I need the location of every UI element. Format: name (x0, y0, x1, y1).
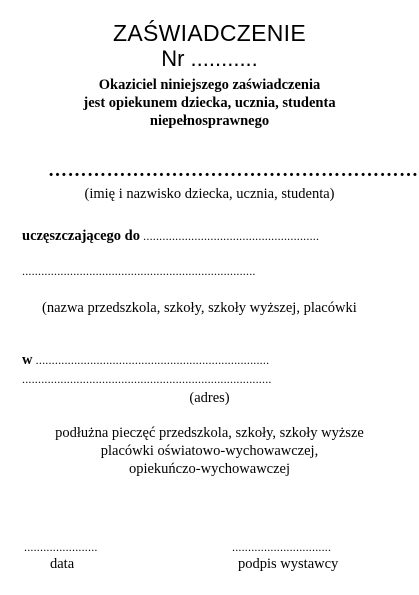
signature-label: podpis wystawcy (238, 556, 339, 572)
attending-row (22, 228, 319, 245)
signature-dots: ............................... (232, 540, 332, 554)
attending-label: uczęszczającego do (22, 228, 140, 244)
name-caption: (imię i nazwisko dziecka, ucznia, studenta) (84, 186, 335, 202)
holder-statement (0, 76, 419, 130)
holder-line-2: jest opiekunem dziecka, ucznia, studenta (83, 95, 336, 111)
stamp-line-2: placówki oświatowo-wychowawczej, (100, 443, 319, 459)
document-title: ZAŚWIADCZENIE (112, 20, 307, 46)
address-row (22, 352, 269, 369)
institution-caption: (nazwa przedszkola, szkoły, szkoły wyższej, placówki (42, 300, 357, 316)
address-dots-line-2: .............................................................................. (22, 372, 272, 386)
address-label: w (22, 352, 33, 368)
holder-line-1: Okaziciel niniejszego zaświadczenia (98, 77, 321, 93)
attending-dots-line-2: ......................................................................... (22, 264, 256, 278)
holder-line-3: niepełnosprawnego (149, 113, 270, 129)
address-caption: (adres) (189, 390, 230, 406)
address-dots: ......................................................................... (32, 353, 270, 367)
stamp-line-3: opiekuńczo-wychowawczej (128, 461, 291, 477)
stamp-note (0, 424, 419, 478)
date-dots: ....................... (24, 540, 98, 554)
attending-dots: ....................................................... (139, 229, 320, 243)
certificate-number: Nr ........... (161, 46, 258, 71)
date-label: data (50, 556, 75, 572)
stamp-line-1: podłużna pieczęć przedszkola, szkoły, szkoły wyższe (55, 425, 364, 441)
name-field-dots: ………………………………………………… (48, 160, 419, 181)
